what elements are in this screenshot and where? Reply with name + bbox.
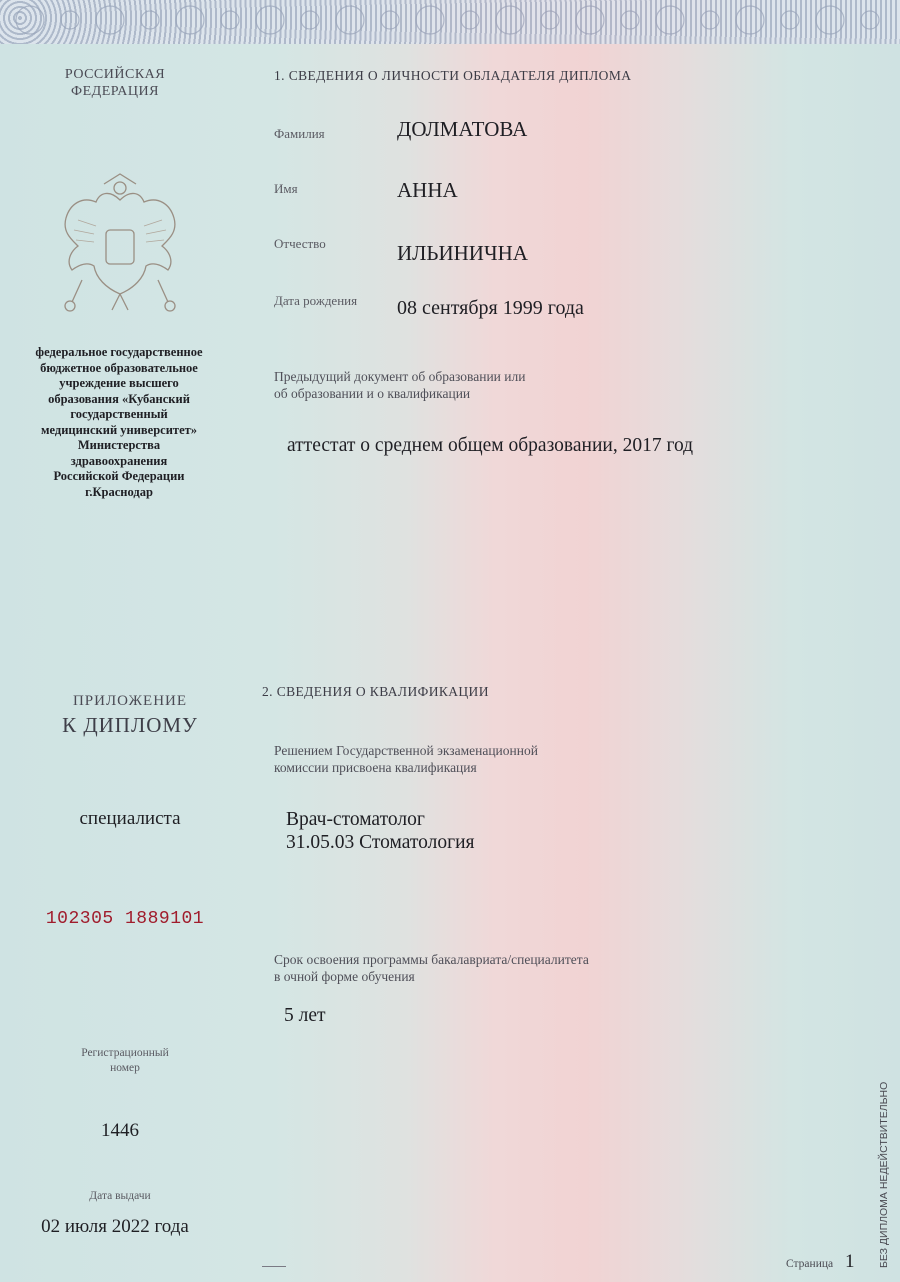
university-line: здравоохранения [70,453,168,468]
serial-number: 102305 1889101 [45,909,205,929]
registration-number: 1446 [101,1120,139,1141]
degree-level: специалиста [79,808,181,829]
previous-document-label [274,368,525,402]
study-duration-value: 5 лет [284,1005,326,1026]
birth-date-value: 08 сентября 1999 года [397,297,584,319]
name-label: Имя [274,181,298,196]
appendix-title-line-1: ПРИЛОЖЕНИЕ [72,693,188,709]
section-1-title: 1. СВЕДЕНИЯ О ЛИЧНОСТИ ОБЛАДАТЕЛЯ ДИПЛОМА [274,68,632,83]
study-duration-label [274,951,589,985]
university-name [8,345,230,500]
registration-label [40,1046,210,1076]
university-line: Российской Федерации [53,469,185,483]
country-line-2: ФЕДЕРАЦИЯ [71,84,159,99]
patronymic-label: Отчество [274,236,326,251]
invalid-without-diploma-note: БЕЗ ДИПЛОМА НЕДЕЙСТВИТЕЛЬНО [878,1081,890,1268]
study-duration-label-line-2: в очной форме обучения [274,969,415,984]
country-line-1: РОССИЙСКАЯ [64,67,166,82]
qualification-decision-label [274,742,538,776]
guilloche-border [0,0,900,44]
previous-document-value: аттестат о среднем общем образовании, 2017 год [287,435,694,456]
qualification-decision-label-line-2: комиссии присвоена квалификация [274,760,477,775]
name-value: АННА [397,178,458,202]
patronymic-value: ИЛЬИНИЧНА [397,241,528,265]
registration-label-line-1: Регистрационный [81,1047,169,1059]
university-line: медицинский университет» [40,422,198,437]
coat-of-arms-icon [52,170,188,320]
qualification-decision-label-line-1: Решением Государственной экзаменационной [274,743,538,758]
previous-document-label-line-2: об образовании и о квалификации [274,386,471,401]
surname-value: ДОЛМАТОВА [397,117,528,141]
issue-date: 02 июля 2022 года [41,1216,189,1237]
page-number: 1 [845,1251,855,1272]
university-line: г.Краснодар [85,484,153,499]
section-2-title: 2. СВЕДЕНИЯ О КВАЛИФИКАЦИИ [262,684,489,699]
university-line: Министерства [77,438,161,452]
page-label: Страница [786,1258,834,1270]
university-line: образования «Кубанский [48,391,190,406]
appendix-title-line-2: К ДИПЛОМУ [62,713,198,737]
registration-label-line-2: номер [110,1062,140,1074]
previous-document-label-line-1: Предыдущий документ об образовании или [274,369,526,384]
issue-date-label: Дата выдачи [89,1190,151,1202]
country-name [40,66,190,100]
university-line: федеральное государственное [35,345,203,359]
birth-date-label: Дата рождения [274,293,358,308]
qualification-block [286,808,475,854]
divider [262,1266,286,1267]
university-line: государственный [70,407,168,421]
university-line: учреждение высшего [59,376,179,390]
surname-label: Фамилия [274,126,325,141]
qualification-value: Врач-стоматолог [286,809,425,830]
specialty-value: 31.05.03 Стоматология [286,832,475,853]
study-duration-label-line-1: Срок освоения программы бакалавриата/специалитета [274,952,589,967]
university-line: бюджетное образовательное [40,360,198,375]
